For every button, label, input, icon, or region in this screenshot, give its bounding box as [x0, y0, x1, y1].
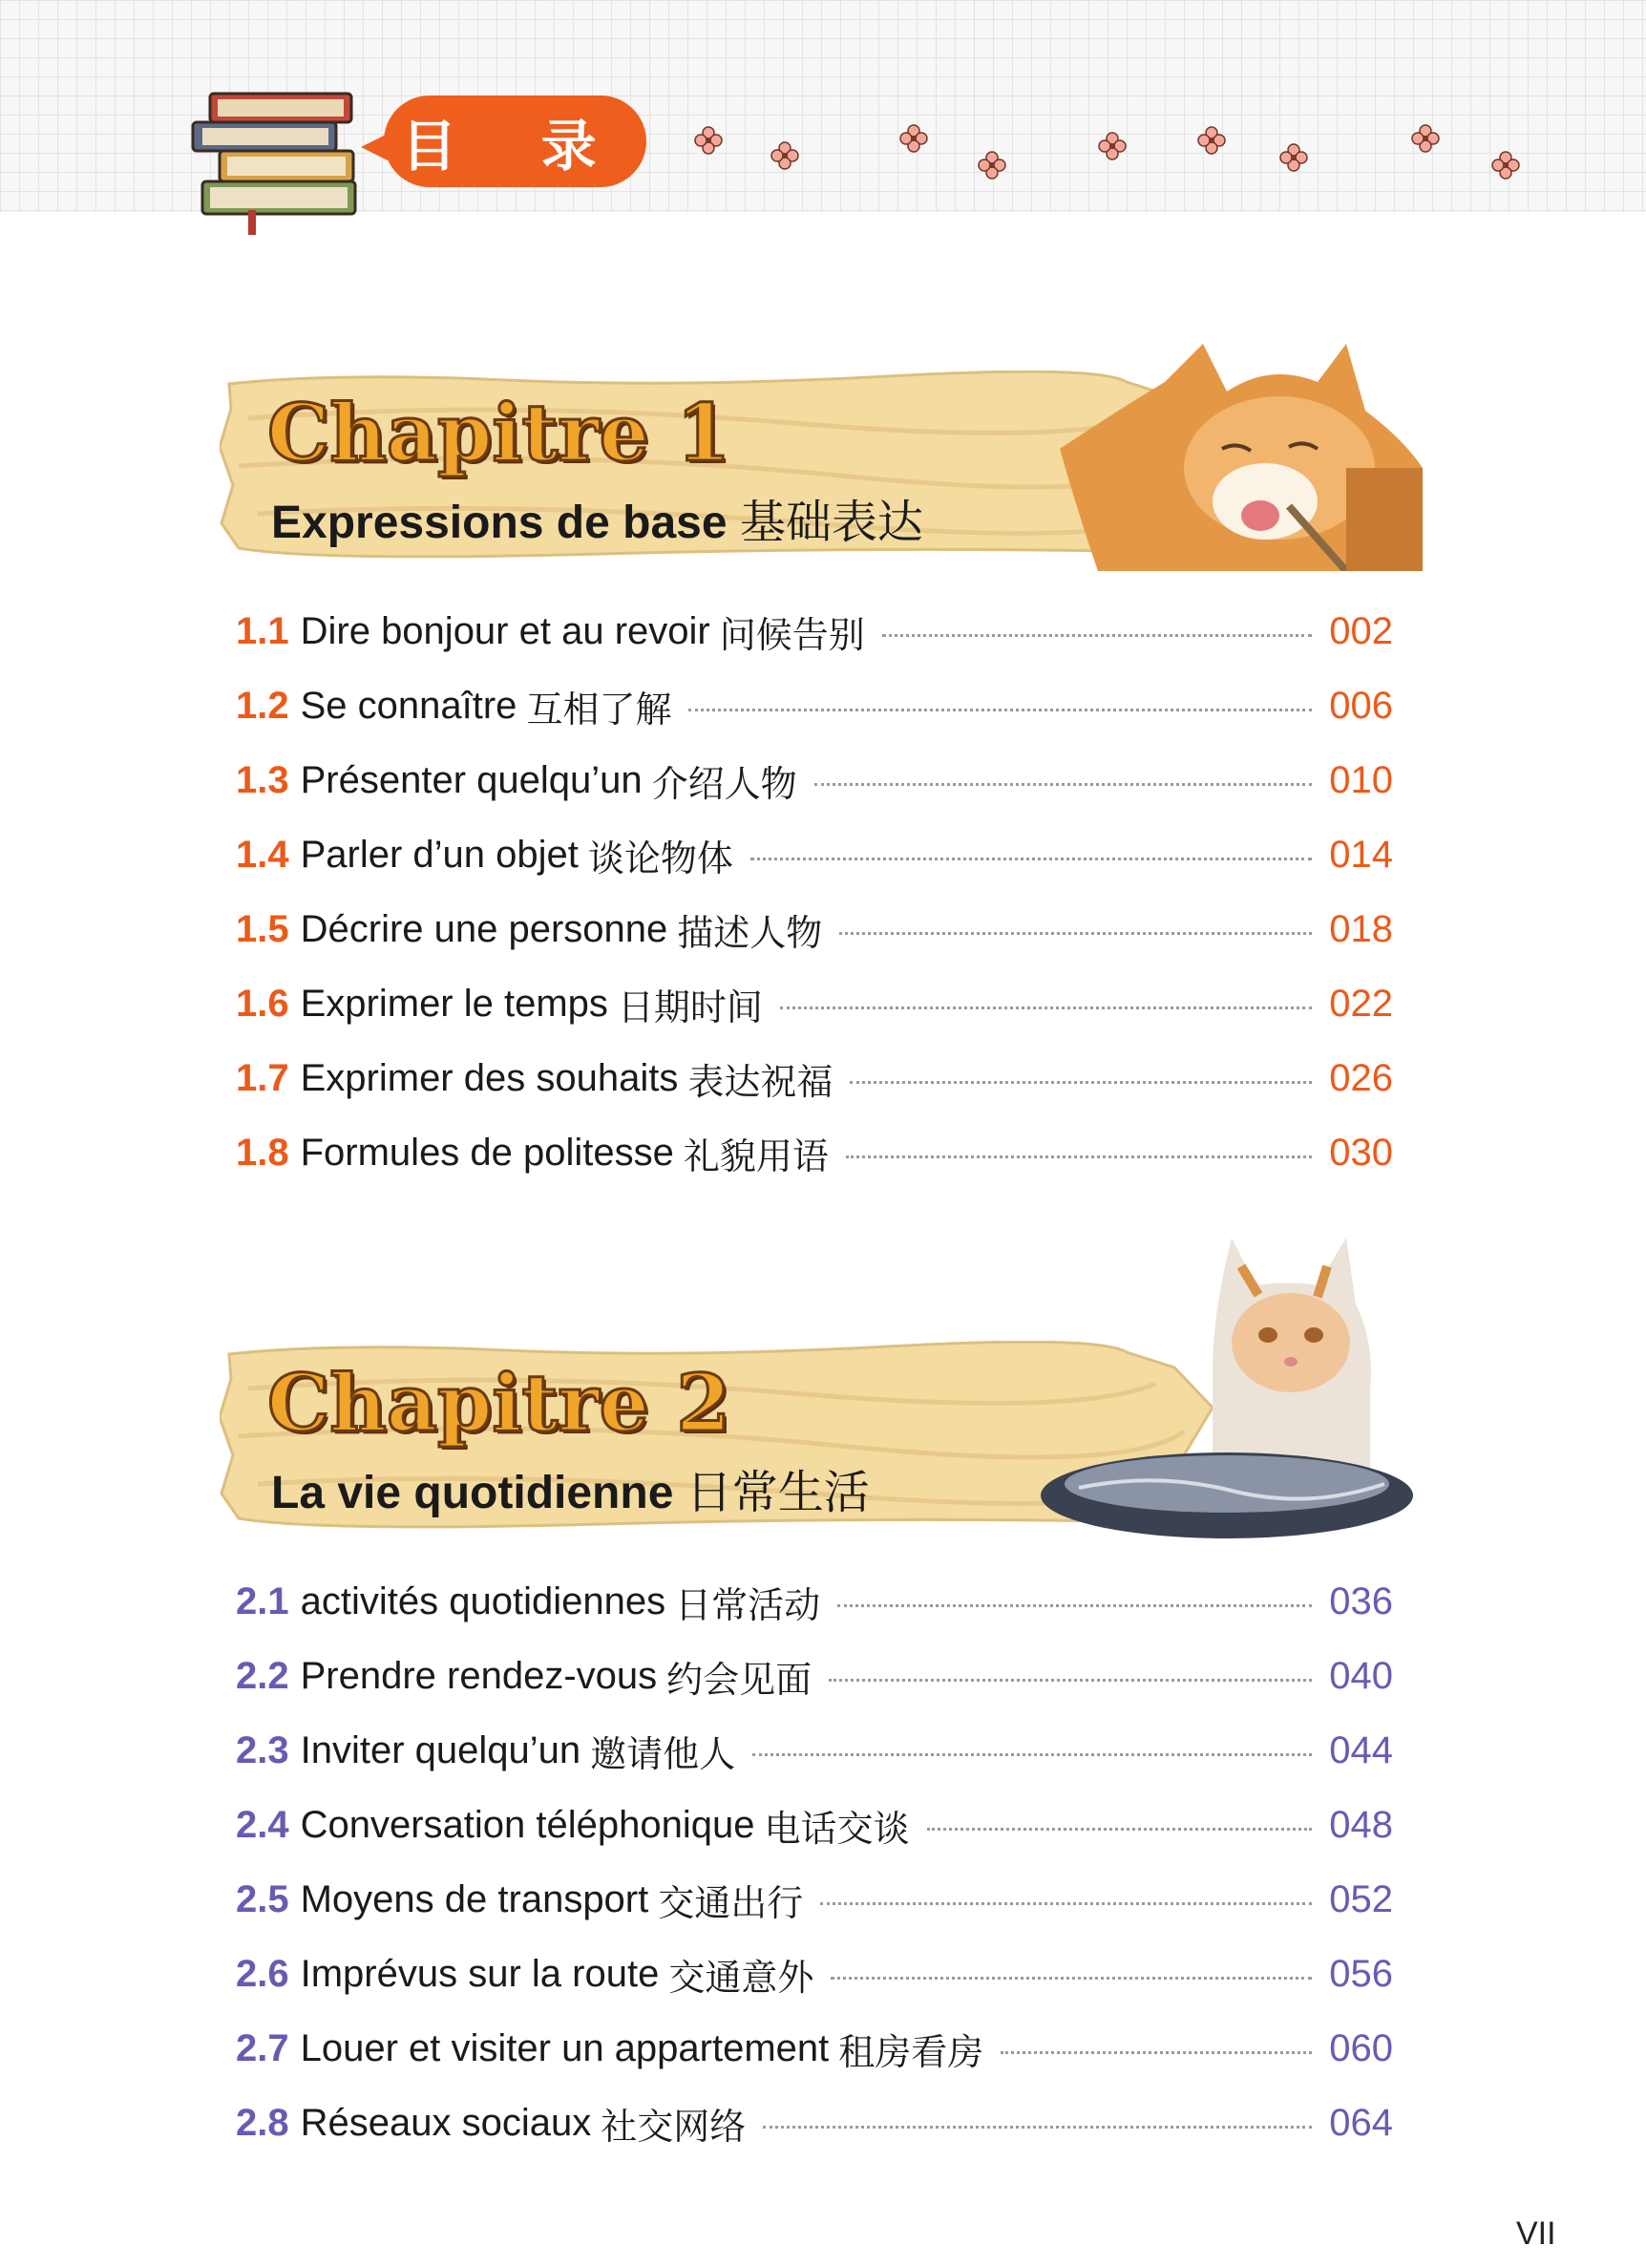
entry-title-zh: 交通意外 [668, 1956, 814, 1999]
books-stack-icon [181, 88, 372, 241]
toc-title-badge: 目 录 [384, 95, 646, 187]
entry-number: 1.4 [236, 833, 289, 876]
entry-page-number: 052 [1329, 1877, 1393, 1920]
entry-title-zh: 日常活动 [675, 1583, 821, 1626]
dot-leader [839, 932, 1312, 935]
flower-icon [770, 141, 799, 170]
entry-title: Conversation téléphonique [300, 1803, 755, 1846]
entry-number: 2.5 [236, 1877, 289, 1920]
entry-number: 2.2 [236, 1654, 289, 1697]
entry-number: 1.6 [236, 982, 289, 1025]
entry-title: Présenter quelqu’un [300, 758, 643, 801]
entry-title-zh: 租房看房 [838, 2030, 984, 2073]
dot-leader [837, 1604, 1312, 1607]
dot-leader [882, 634, 1313, 637]
entry-number: 2.3 [236, 1728, 289, 1771]
toc-entry[interactable] [236, 1862, 1393, 1937]
entry-title: Décrire une personne [300, 907, 668, 950]
entry-title: Inviter quelqu’un [300, 1728, 581, 1771]
entry-title: Exprimer des souhaits [300, 1056, 679, 1099]
toc-entry[interactable] [236, 1788, 1393, 1862]
chapter-subtitle-fr: Expressions de base [271, 498, 728, 548]
toc-entry[interactable] [236, 892, 1393, 966]
dot-leader [850, 1081, 1312, 1084]
entry-title: Louer et visiter un appartement [300, 2026, 830, 2069]
flower-icon [1098, 132, 1127, 160]
dot-leader [1001, 2051, 1312, 2054]
dot-leader [820, 1902, 1312, 1905]
entry-number: 1.2 [236, 684, 289, 727]
dot-leader [846, 1155, 1312, 1158]
kitten-photo [1041, 1228, 1413, 1543]
entry-number: 1.3 [236, 758, 289, 801]
entry-page-number: 002 [1329, 609, 1393, 652]
entry-title-zh: 描述人物 [677, 911, 823, 954]
entry-number: 1.5 [236, 907, 289, 950]
entry-page-number: 030 [1329, 1131, 1393, 1174]
dot-leader [829, 1679, 1312, 1682]
entry-title-zh: 电话交谈 [764, 1807, 910, 1850]
chapter-subtitle-zh: 基础表达 [739, 496, 923, 549]
flower-icon [899, 124, 928, 153]
entry-title-zh: 邀请他人 [590, 1732, 736, 1775]
entry-title-zh: 问候告别 [719, 613, 865, 656]
cat-photo [1060, 325, 1423, 571]
entry-title-zh: 约会见面 [666, 1658, 812, 1701]
entry-number: 2.8 [236, 2101, 289, 2144]
dot-leader [780, 1007, 1312, 1009]
flower-icon [1411, 124, 1440, 153]
entry-title: Dire bonjour et au revoir [300, 609, 710, 652]
entry-title-zh: 日期时间 [617, 986, 763, 1028]
entry-number: 2.4 [236, 1803, 289, 1846]
flower-icon [694, 126, 723, 155]
flower-icon [1279, 143, 1308, 172]
toc-entry[interactable] [236, 2011, 1393, 2086]
toc-entry[interactable] [236, 743, 1393, 817]
entry-title-zh: 社交网络 [601, 2105, 747, 2148]
entry-page-number: 048 [1329, 1803, 1393, 1846]
entry-title: Parler d’un objet [300, 833, 579, 876]
entry-number: 2.1 [236, 1579, 289, 1622]
entry-page-number: 040 [1329, 1654, 1393, 1697]
entry-page-number: 056 [1329, 1952, 1393, 1995]
entry-page-number: 022 [1329, 982, 1393, 1025]
entry-number: 1.1 [236, 609, 289, 652]
entry-title: Se connaître [300, 684, 517, 727]
toc-entry[interactable] [236, 1639, 1393, 1713]
dot-leader [750, 858, 1312, 860]
dot-leader [688, 709, 1312, 711]
dot-leader [927, 1828, 1313, 1831]
entry-title: Imprévus sur la route [300, 1952, 660, 1995]
entry-number: 2.6 [236, 1952, 289, 1995]
entry-title: Prendre rendez-vous [300, 1654, 658, 1697]
dot-leader [763, 2126, 1312, 2129]
entry-page-number: 014 [1329, 833, 1393, 876]
toc-entry[interactable] [236, 1713, 1393, 1788]
toc-entry[interactable] [236, 1937, 1393, 2011]
entry-number: 2.7 [236, 2026, 289, 2069]
entry-page-number: 006 [1329, 684, 1393, 727]
flower-icon [1197, 126, 1226, 155]
dot-leader [814, 783, 1313, 786]
entry-page-number: 044 [1329, 1728, 1393, 1771]
entry-title: Réseaux sociaux [300, 2101, 592, 2144]
dot-leader [752, 1753, 1312, 1756]
toc-entry[interactable] [236, 817, 1393, 892]
chapter-subtitle [271, 1455, 870, 1521]
entry-title: Exprimer le temps [300, 982, 608, 1025]
entry-page-number: 018 [1329, 907, 1393, 950]
entry-page-number: 064 [1329, 2101, 1393, 2144]
entry-title-zh: 谈论物体 [587, 837, 733, 880]
entry-number: 1.8 [236, 1131, 289, 1174]
entry-title-zh: 介绍人物 [651, 762, 797, 805]
toc-entry[interactable] [236, 2086, 1393, 2160]
entry-title-zh: 表达祝福 [687, 1060, 834, 1103]
chapter-subtitle-zh: 日常生活 [686, 1466, 870, 1519]
toc-entry[interactable] [236, 594, 1393, 668]
flower-icon [1491, 151, 1520, 180]
toc-entry[interactable] [236, 1564, 1393, 1639]
entry-page-number: 010 [1329, 758, 1393, 801]
toc-entry[interactable] [236, 1041, 1393, 1115]
entry-title: Moyens de transport [300, 1877, 649, 1920]
entry-title: activités quotidiennes [300, 1579, 666, 1622]
chapter-subtitle [271, 485, 923, 551]
toc-entry[interactable] [236, 1115, 1393, 1190]
entry-page-number: 036 [1329, 1579, 1393, 1622]
chapter-subtitle-fr: La vie quotidienne [271, 1468, 674, 1518]
dot-leader [831, 1977, 1312, 1980]
entry-page-number: 026 [1329, 1056, 1393, 1099]
entry-number: 1.7 [236, 1056, 289, 1099]
entry-title: Formules de politesse [300, 1131, 674, 1174]
chapter-title: Chapitre 2 [267, 1358, 731, 1450]
entry-page-number: 060 [1329, 2026, 1393, 2069]
entry-title-zh: 互相了解 [526, 688, 672, 731]
chapter-1-entries [236, 594, 1393, 1190]
toc-entry[interactable] [236, 966, 1393, 1041]
page-folio: VII [1516, 2215, 1556, 2252]
toc-entry[interactable] [236, 668, 1393, 743]
chapter-title: Chapitre 1 [267, 388, 731, 479]
flower-icon [978, 151, 1006, 180]
entry-title-zh: 交通出行 [658, 1881, 804, 1924]
entry-title-zh: 礼貌用语 [683, 1134, 829, 1177]
chapter-2-entries [236, 1564, 1393, 2160]
